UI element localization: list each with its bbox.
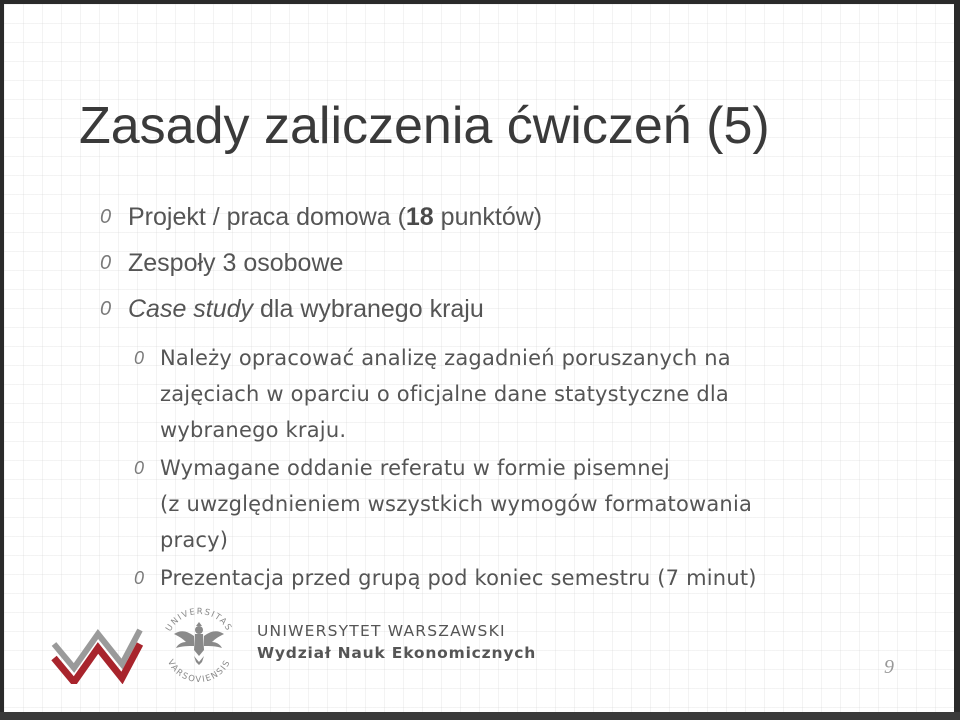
slide-title: Zasady zaliczenia ćwiczeń (5) <box>79 97 770 155</box>
bullet-item <box>100 294 920 325</box>
sub-bullet-item <box>100 340 920 448</box>
bullet-list <box>100 202 920 598</box>
bullet-item <box>100 202 920 233</box>
seal-top-text: UNIVERSITAS <box>164 606 234 634</box>
sub-bullet-item <box>100 450 920 558</box>
page-number: 9 <box>884 656 894 678</box>
bullet-marker: 0 <box>100 206 112 228</box>
bottom-bar <box>0 712 960 720</box>
seal-bottom-text: VARSOVIENSIS <box>164 658 234 686</box>
sub-bullet-item <box>100 560 920 596</box>
university-eagle-seal-icon <box>156 600 242 686</box>
bullet-marker: 0 <box>134 458 145 478</box>
sub-bullet-line: zajęciach w oparciu o oficjalne dane statystyczne dla <box>160 382 729 406</box>
sub-bullet-line: wybranego kraju. <box>160 418 347 442</box>
bullet-text-after: dla wybranego kraju <box>253 295 484 323</box>
bullet-text-after: punktów) <box>433 203 543 231</box>
bullet-item <box>100 248 920 279</box>
bullet-text-italic: Case study <box>128 295 254 323</box>
bullet-text-before: Projekt / praca domowa ( <box>128 203 406 231</box>
slide <box>4 4 954 712</box>
bullet-marker: 0 <box>134 348 145 368</box>
bullet-marker: 0 <box>100 298 112 320</box>
faculty-name: Wydział Nauk Ekonomicznych <box>257 644 537 662</box>
sub-bullet-line: pracy) <box>160 528 229 552</box>
bullet-marker: 0 <box>100 252 112 274</box>
sub-bullet-line: Należy opracować analizę zagadnień poruszanych na <box>160 346 731 370</box>
sub-bullet-line: Wymagane oddanie referatu w formie pisemnej <box>160 456 670 480</box>
bullet-text: Zespoły 3 osobowe <box>128 249 344 277</box>
sub-bullet-line: Prezentacja przed grupą pod koniec semestru (7 minut) <box>160 566 757 590</box>
wne-zigzag-logo-icon <box>48 612 148 684</box>
bullet-text-bold: 18 <box>405 203 434 231</box>
sub-bullet-line: (z uwzględnieniem wszystkich wymogów formatowania <box>160 492 753 516</box>
bullet-marker: 0 <box>134 568 145 588</box>
university-name: UNIWERSYTET WARSZAWSKI <box>257 622 506 640</box>
